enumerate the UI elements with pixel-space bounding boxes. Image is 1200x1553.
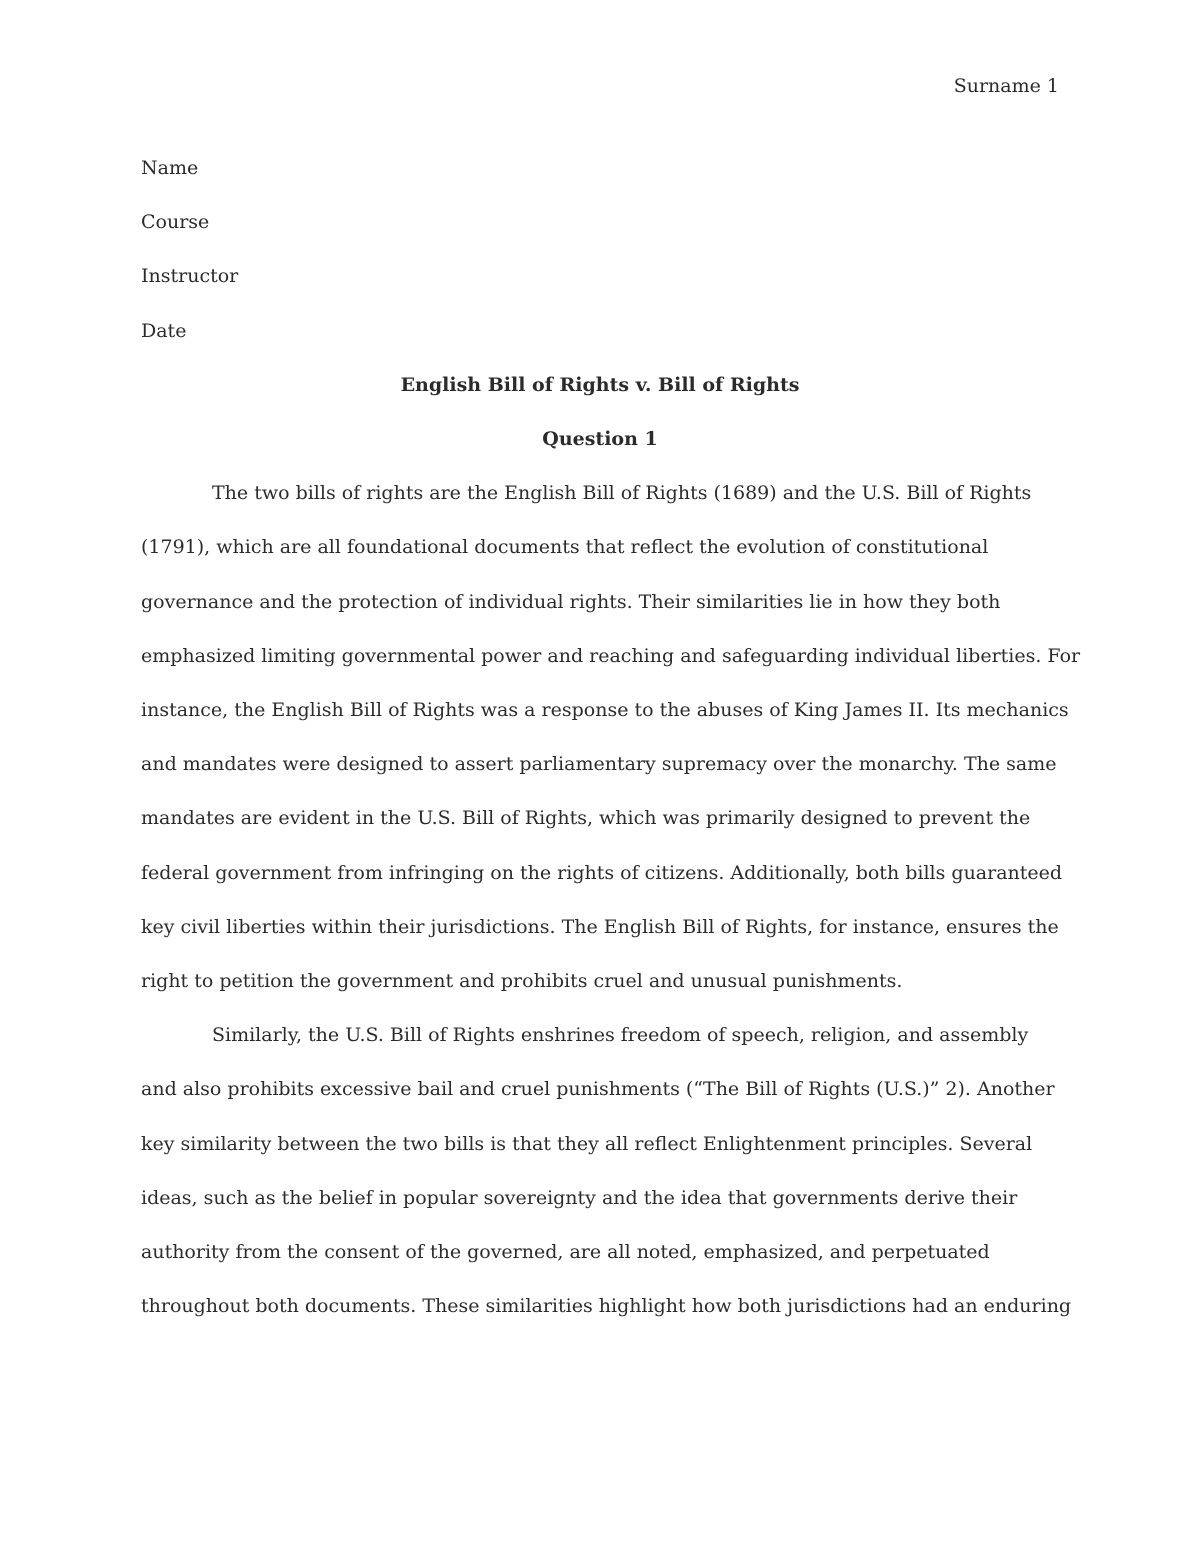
paragraph-line: authority from the consent of the governed, are all noted, emphasized, and perpetuated [141, 1241, 990, 1264]
paragraph-line: federal government from infringing on the rights of citizens. Additionally, both bills guaranteed [141, 861, 1063, 884]
course-name: Course [141, 211, 210, 234]
paragraph-line: emphasized limiting governmental power and reaching and safeguarding individual liberties. For [141, 644, 1081, 667]
section-heading: Question 1 [542, 428, 658, 451]
paragraph-line: key civil liberties within their jurisdictions. The English Bill of Rights, for instance, ensures the [141, 915, 1059, 938]
paragraph-line: and mandates were designed to assert parliamentary supremacy over the monarchy. The same [141, 753, 1057, 776]
student-name: Name [141, 157, 199, 179]
document-body [141, 141, 1081, 1333]
date: Date [141, 319, 187, 342]
paragraph-line: mandates are evident in the U.S. Bill of Rights, which was primarily designed to prevent the [141, 807, 1031, 830]
paragraph-line: right to petition the government and prohibits cruel and unusual punishments. [141, 970, 903, 993]
document-title: English Bill of Rights v. Bill of Rights [400, 373, 800, 396]
paragraph-line: The two bills of rights are the English Bill of Rights (1689) and the U.S. Bill of Rights [212, 482, 1032, 505]
paragraph [141, 1008, 1072, 1333]
paragraph-line: instance, the English Bill of Rights was a response to the abuses of King James II. Its mechanics [141, 699, 1069, 722]
running-head: Surname 1 [953, 75, 1059, 97]
instructor-name: Instructor [141, 265, 239, 288]
paragraph-line: and also prohibits excessive bail and cruel punishments (“The Bill of Rights (U.S.)” 2). Another [141, 1078, 1055, 1101]
paragraph-line: governance and the protection of individual rights. Their similarities lie in how they both [141, 590, 1001, 613]
paragraph [141, 466, 1081, 1008]
paragraph-line: Similarly, the U.S. Bill of Rights enshrines freedom of speech, religion, and assembly [212, 1024, 1029, 1047]
paragraph-line: (1791), which are all foundational documents that reflect the evolution of constitutional [141, 536, 989, 559]
paragraph-line: key similarity between the two bills is that they all reflect Enlightenment principles. Several [141, 1132, 1033, 1155]
paragraph-line: ideas, such as the belief in popular sovereignty and the idea that governments derive their [141, 1186, 1018, 1209]
paragraph-line: throughout both documents. These similarities highlight how both jurisdictions had an enduring [141, 1295, 1072, 1318]
